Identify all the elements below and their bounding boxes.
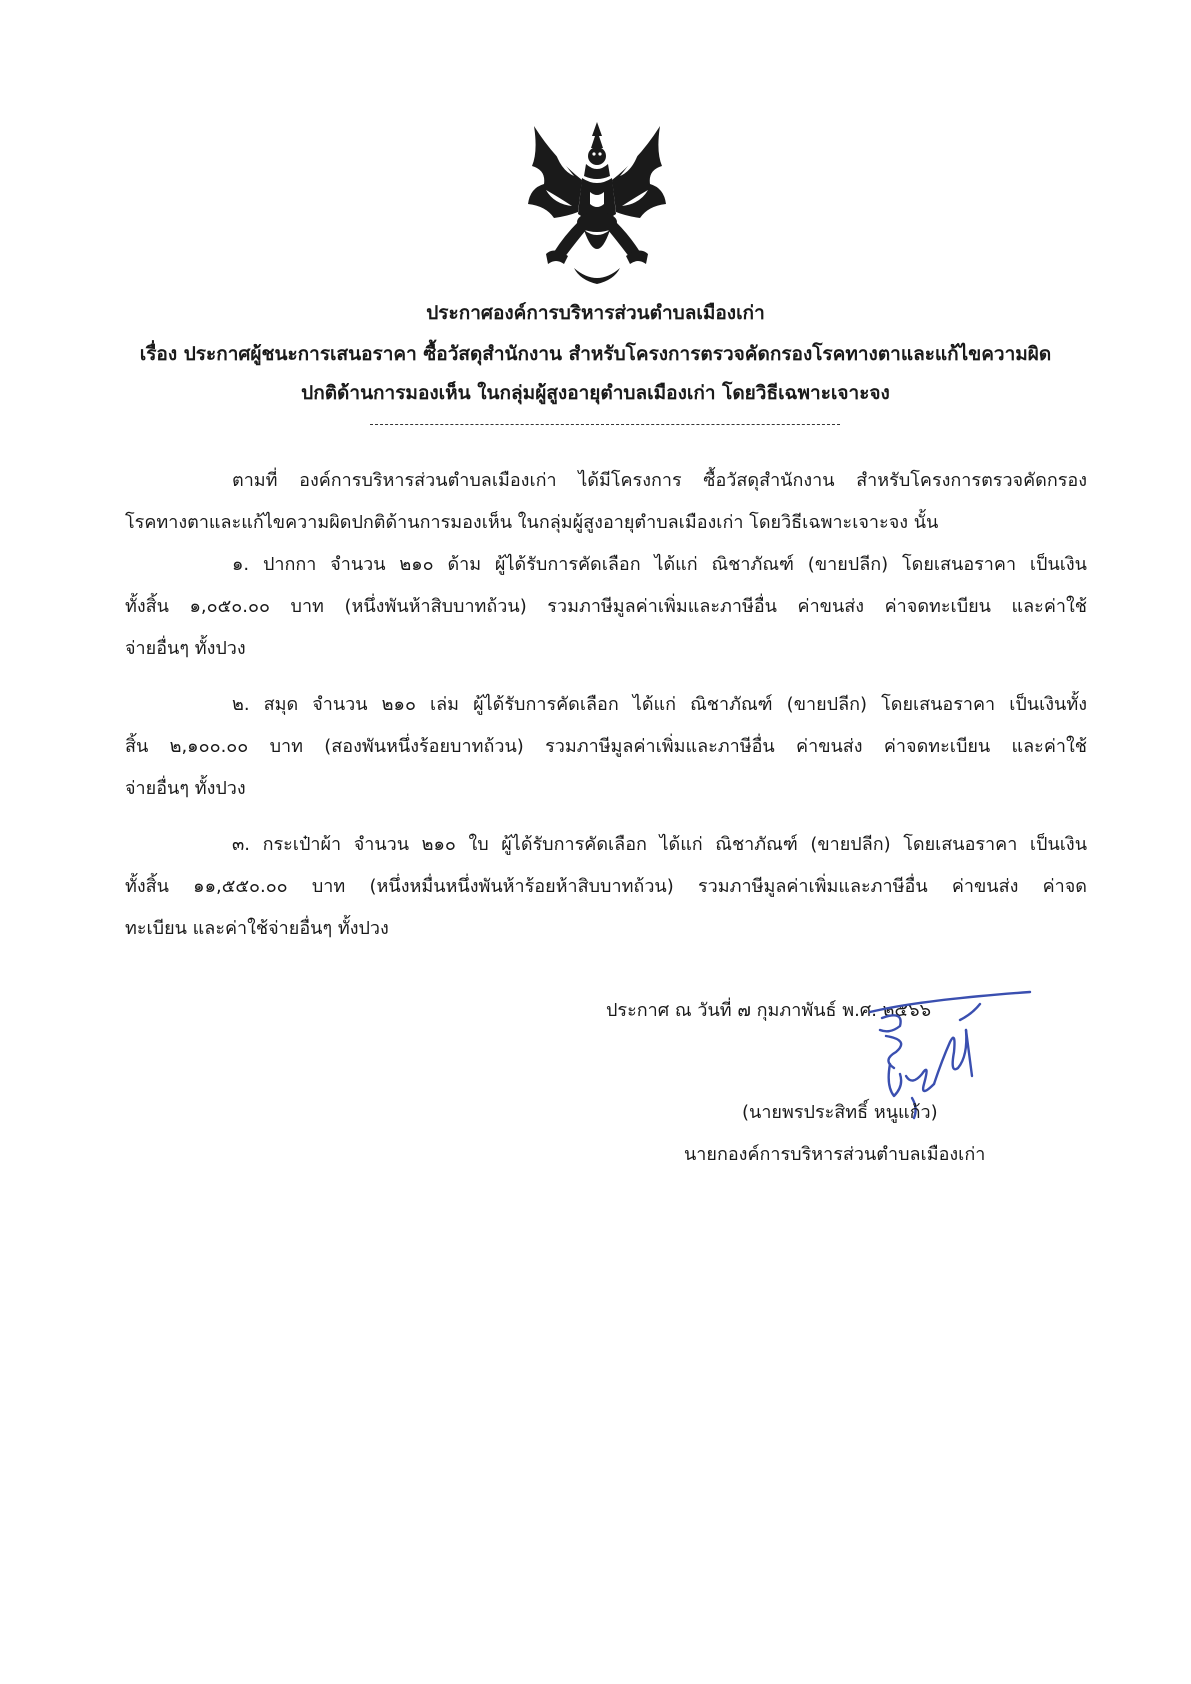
item-1-line-3: จ่ายอื่นๆ ทั้งปวง <box>125 638 246 659</box>
announcement-date: ประกาศ ณ วันที่ ๗ กุมภาพันธ์ พ.ศ. ๒๕๖๖ <box>606 1000 932 1021</box>
signer-name: (นายพรประสิทธิ์ หนูแก้ว) <box>742 1102 938 1123</box>
item-2-line-3: จ่ายอื่นๆ ทั้งปวง <box>125 778 246 799</box>
intro-line-1: ตามที่ องค์การบริหารส่วนตำบลเมืองเก่า ได้มีโครงการ ซื้อวัสดุสำนักงาน สำหรับโครงการตรวจคัดกรอง <box>232 470 1087 491</box>
item-1-line-1: ๑. ปากกา จำนวน ๒๑๐ ด้าม ผู้ได้รับการคัดเลือก ได้แก่ ณิชาภัณฑ์ (ขายปลีก) โดยเสนอราคา เป็นเงิน <box>232 554 1087 575</box>
announcement-title: ประกาศองค์การบริหารส่วนตำบลเมืองเก่า <box>426 302 765 324</box>
garuda-emblem-icon <box>524 118 670 288</box>
dashed-divider <box>370 424 840 425</box>
subject-line-2: ปกติด้านการมองเห็น ในกลุ่มผู้สูงอายุตำบลเมืองเก่า โดยวิธีเฉพาะเจาะจง <box>301 382 890 404</box>
item-3-line-3: ทะเบียน และค่าใช้จ่ายอื่นๆ ทั้งปวง <box>125 918 389 939</box>
intro-line-2: โรคทางตาและแก้ไขความผิดปกติด้านการมองเห็น ในกลุ่มผู้สูงอายุตำบลเมืองเก่า โดยวิธีเฉพาะเจาะจง นั้น <box>125 512 939 533</box>
item-3-line-1: ๓. กระเป๋าผ้า จำนวน ๒๑๐ ใบ ผู้ได้รับการคัดเลือก ได้แก่ ณิชาภัณฑ์ (ขายปลีก) โดยเสนอราคา เป็นเงิน <box>232 834 1087 855</box>
signer-position: นายกองค์การบริหารส่วนตำบลเมืองเก่า <box>684 1144 986 1165</box>
item-1-line-2: ทั้งสิ้น ๑,๐๕๐.๐๐ บาท (หนึ่งพันห้าสิบบาทถ้วน) รวมภาษีมูลค่าเพิ่มและภาษีอื่น ค่าขนส่ง ค่าจดทะเบียน และค่าใช้ <box>125 596 1087 617</box>
item-2-line-2: สิ้น ๒,๑๐๐.๐๐ บาท (สองพันหนึ่งร้อยบาทถ้วน) รวมภาษีมูลค่าเพิ่มและภาษีอื่น ค่าขนส่ง ค่าจดทะเบียน และค่าใช้ <box>125 736 1087 757</box>
item-3-line-2: ทั้งสิ้น ๑๑,๕๕๐.๐๐ บาท (หนึ่งหมื่นหนึ่งพันห้าร้อยห้าสิบบาทถ้วน) รวมภาษีมูลค่าเพิ่มและภาษีอื่น ค่าขนส่ง ค่าจด <box>125 876 1087 897</box>
item-2-line-1: ๒. สมุด จำนวน ๒๑๐ เล่ม ผู้ได้รับการคัดเลือก ได้แก่ ณิชาภัณฑ์ (ขายปลีก) โดยเสนอราคา เป็นเงินทั้ง <box>232 694 1087 715</box>
subject-line-1: เรื่อง ประกาศผู้ชนะการเสนอราคา ซื้อวัสดุสำนักงาน สำหรับโครงการตรวจคัดกรองโรคทางตาและแก้ไขความผิด <box>139 343 1052 365</box>
